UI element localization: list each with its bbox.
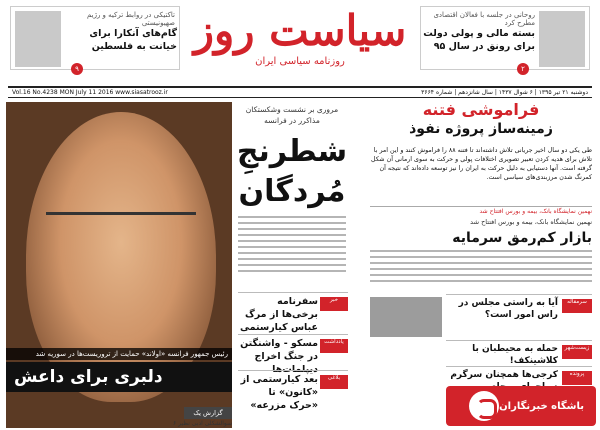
right-item[interactable] <box>446 366 592 386</box>
watermark-logo <box>446 386 596 426</box>
right-headline[interactable]: فراموشی فتنه <box>422 100 540 119</box>
section-separator: نهمین نمایشگاه بانک، بیمه و بورس افتتاح شد <box>370 206 592 216</box>
teaser-photo <box>539 11 585 67</box>
middle-item[interactable] <box>238 292 348 332</box>
logo-text: سیاست روز <box>193 6 407 55</box>
teaser-kicker: روحانی در جلسه با فعالان اقتصادی مطرح کرد <box>433 11 535 27</box>
item-title: سفرنامه برخی‌ها از مرگ عباس کیارستمی <box>240 296 318 333</box>
item-tag: یادداشت <box>320 339 348 353</box>
photo-headline[interactable]: دلبری برای داعش <box>6 362 232 392</box>
clock-icon <box>469 391 499 421</box>
teaser-title: بسته مالی و پولی دولت برای رونق در سال ۹۵ <box>423 28 535 52</box>
item-title: آیا به راستی مجلس در راس امور است؟ <box>458 298 558 320</box>
dateline-latin: Vol.16 No.4238 MON July 11 2016 www.siasatrooz.ir <box>12 89 168 96</box>
item-tag: بلاغی <box>320 375 348 389</box>
middle-body-text <box>238 216 346 280</box>
item-title: حمله به محیطبان با کلاشینکف! <box>472 344 558 366</box>
right-lead-text: طی یکی دو سال اخیر جریانی تلاش داشته‌اند تا فتنه ۸۸ را فراموش کنند و این امر با تلاش برای هدیه کردن تعبیر تصویری اختلافات پولی و حرکت به سوی ارمانی آن شکل گرفته است. آنها دستیابی به دلیل حرکت به ایران را نیز توسعه داده‌اند که نتیجه آن کمرنگ شدن مرزبندی‌های سیاسی است. <box>371 147 592 181</box>
logo <box>190 6 410 78</box>
page-number-badge: ۲ <box>517 63 529 75</box>
report-text: سوالشکلی ادبی نظیر ۶ <box>173 420 232 427</box>
item-tag: زیست‌شهر <box>562 345 592 359</box>
right2-headline[interactable]: بازار کم‌رمق سرمایه <box>452 230 592 246</box>
teaser-left[interactable] <box>10 6 180 73</box>
teaser-kicker: تاکتیکی در روابط ترکیه و رژیم صهیونیستی <box>86 11 175 27</box>
middle-kicker: مروری بر نشست وشکستکان مذاکرر در فرانسه <box>245 105 339 125</box>
item-tag: سرمقاله <box>562 299 592 313</box>
teaser-photo <box>15 11 61 67</box>
page-number-badge: ۹ <box>71 63 83 75</box>
teaser-title: گام‌های آنکارا برای خیانت به فلسطین <box>89 28 177 52</box>
middle-headline[interactable]: شطرنجِ مُردگان <box>236 134 348 209</box>
right2-body-text <box>370 250 592 288</box>
glasses-shape <box>46 212 196 248</box>
middle-item[interactable] <box>238 334 348 374</box>
item-tag: پرونده <box>562 371 592 385</box>
photo-caption: رئیس جمهور فرانسه «اولاند» حمایت از تروریست‌ها در سوریه شد <box>6 348 232 360</box>
item-title: مسکو - واشنگتن در جنگ اخراج دیپلمات‌ها <box>240 338 318 375</box>
report-label: گزارش یک <box>184 407 232 419</box>
watermark-text: باشگاه خبرنگاران <box>499 400 584 412</box>
dateline-persian: دوشنبه ۲۱ تیر ۱۳۹۵ | ۶ شوال ۱۴۳۷ | سال شانزدهم | شماره ۳۶۶۴ <box>421 89 588 96</box>
item-title: بعد کیارستمی از «کانون» تا «حرک مزرعه» <box>240 374 318 411</box>
middle-item[interactable] <box>238 370 348 410</box>
dateline <box>8 86 592 98</box>
right-item[interactable] <box>446 294 592 338</box>
teaser-right[interactable] <box>420 6 590 73</box>
right2-kicker: نهمین نمایشگاه بانک، بیمه و بورس افتتاح شد <box>470 218 592 226</box>
logo-subtitle: روزنامه سیاسی ایران <box>255 56 345 67</box>
item-photo <box>370 297 442 337</box>
item-tag: خبر <box>320 297 348 311</box>
item-title: کرجی‌ها همچنان سرگرم <box>450 370 558 380</box>
right-subheadline: زمینه‌ساز پروژه نفوذ <box>409 121 553 137</box>
